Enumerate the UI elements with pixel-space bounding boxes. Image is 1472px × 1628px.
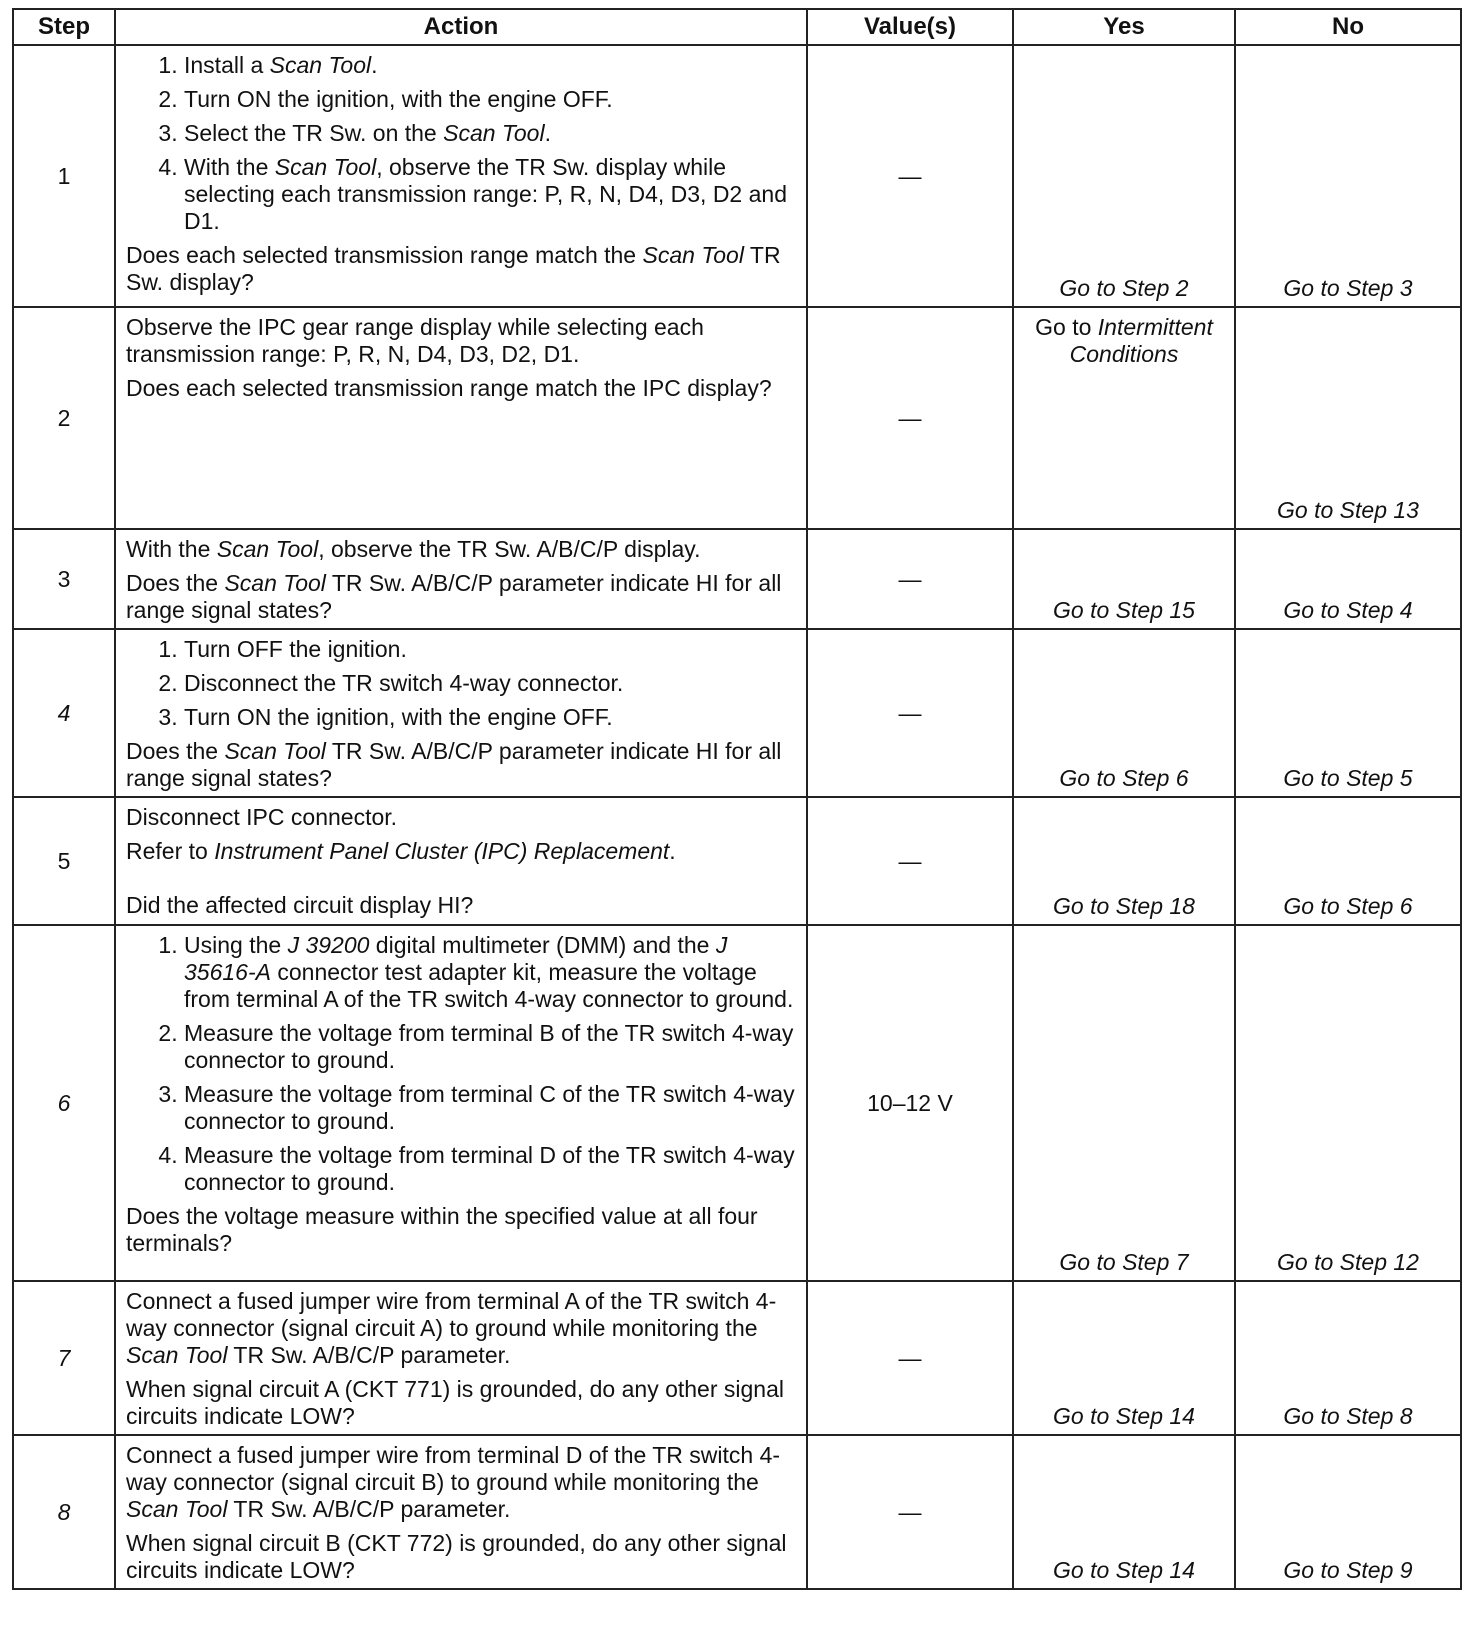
action-question: Does the voltage measure within the specified value at all four terminals? [126,1203,758,1256]
table-row-step-3 [13,529,1461,629]
action-item: 4. With the Scan Tool, observe the TR Sw. display while selecting each transmission range: P, R, N, D4, D3, D2 and D1. [184,154,798,235]
value-cell: — [807,797,1013,925]
value-cell: — [807,1435,1013,1589]
action-item: 3. Turn ON the ignition, with the engine OFF. [184,704,798,731]
action-text: Refer to Instrument Panel Cluster (IPC) Replacement. [126,838,676,864]
action-item: 2. Disconnect the TR switch 4-way connector. [184,670,798,697]
value-cell: — [807,45,1013,307]
header-no: No [1235,9,1461,45]
value-cell: — [807,629,1013,797]
action-text: Observe the IPC gear range display while selecting each transmission range: P, R, N, D4, D3, D2, D1. [126,314,704,367]
step-number: 3 [13,529,115,629]
action-item: 1. Using the J 39200 digital multimeter (DMM) and the J 35616-A connector test adapter kit, measure the voltage from terminal A of the TR switch 4-way connector to ground. [184,932,798,1013]
step-number: 8 [13,1435,115,1589]
value-cell: 10–12 V [807,925,1013,1281]
yes-link[interactable]: Go to Step 15 [1013,529,1235,629]
action-question: Does the Scan Tool TR Sw. A/B/C/P parameter indicate HI for all range signal states? [126,738,782,791]
action-cell [115,529,807,629]
action-text: Connect a fused jumper wire from terminal A of the TR switch 4-way connector (signal circuit A) to ground while monitoring the Scan Tool TR Sw. A/B/C/P parameter. [126,1288,777,1368]
step-number: 5 [13,797,115,925]
table-row-step-8 [13,1435,1461,1589]
action-question: Does each selected transmission range match the Scan Tool TR Sw. display? [126,242,781,295]
no-link[interactable]: Go to Step 5 [1235,629,1461,797]
value-cell: — [807,307,1013,529]
action-question: When signal circuit B (CKT 772) is grounded, do any other signal circuits indicate LOW? [126,1530,787,1583]
step-number: 6 [13,925,115,1281]
no-link[interactable]: Go to Step 3 [1235,45,1461,307]
action-item: 4. Measure the voltage from terminal D of the TR switch 4-way connector to ground. [184,1142,798,1196]
value-cell: — [807,529,1013,629]
action-cell [115,307,807,529]
action-question: When signal circuit A (CKT 771) is grounded, do any other signal circuits indicate LOW? [126,1376,784,1429]
no-link[interactable]: Go to Step 8 [1235,1281,1461,1435]
action-cell [115,797,807,925]
action-question: Did the affected circuit display HI? [126,892,474,918]
action-cell [115,45,807,307]
no-link[interactable]: Go to Step 13 [1235,307,1461,529]
header-step: Step [13,9,115,45]
action-text: With the Scan Tool, observe the TR Sw. A/B/C/P display. [126,536,701,562]
no-link[interactable]: Go to Step 9 [1235,1435,1461,1589]
action-item: 1. Install a Scan Tool. [184,52,798,79]
action-cell [115,1435,807,1589]
action-text: Disconnect IPC connector. [126,804,398,830]
yes-link[interactable]: Go to Step 6 [1013,629,1235,797]
action-cell [115,925,807,1281]
table-row-step-6 [13,925,1461,1281]
yes-link[interactable]: Go to Step 7 [1013,925,1235,1281]
yes-link[interactable]: Go to Step 14 [1013,1281,1235,1435]
table-row-step-7 [13,1281,1461,1435]
header-yes: Yes [1013,9,1235,45]
action-item: 1. Turn OFF the ignition. [184,636,798,663]
yes-link[interactable]: Go to Step 18 [1013,797,1235,925]
table-row-step-1 [13,45,1461,307]
action-item: 2. Turn ON the ignition, with the engine OFF. [184,86,798,113]
no-link[interactable]: Go to Step 4 [1235,529,1461,629]
value-cell: — [807,1281,1013,1435]
action-item: 3. Select the TR Sw. on the Scan Tool. [184,120,798,147]
yes-link[interactable]: Go to Step 14 [1013,1435,1235,1589]
action-cell [115,1281,807,1435]
no-link[interactable]: Go to Step 12 [1235,925,1461,1281]
step-number: 4 [13,629,115,797]
yes-link[interactable]: Go to Intermittent Conditions [1013,307,1235,529]
action-question: Does the Scan Tool TR Sw. A/B/C/P parameter indicate HI for all range signal states? [126,570,782,623]
action-item: 3. Measure the voltage from terminal C of the TR switch 4-way connector to ground. [184,1081,798,1135]
no-link[interactable]: Go to Step 6 [1235,797,1461,925]
diagnostic-table [12,8,1462,1590]
action-cell [115,629,807,797]
table-row-step-5 [13,797,1461,925]
table-row-step-4 [13,629,1461,797]
step-number: 1 [13,45,115,307]
header-action: Action [115,9,807,45]
table-row-step-2 [13,307,1461,529]
header-row [13,9,1461,45]
step-number: 2 [13,307,115,529]
action-text: Connect a fused jumper wire from terminal D of the TR switch 4-way connector (signal circuit B) to ground while monitoring the Scan Tool TR Sw. A/B/C/P parameter. [126,1442,781,1522]
action-item: 2. Measure the voltage from terminal B of the TR switch 4-way connector to ground. [184,1020,798,1074]
header-values: Value(s) [807,9,1013,45]
yes-link[interactable]: Go to Step 2 [1013,45,1235,307]
action-question: Does each selected transmission range match the IPC display? [126,375,772,401]
step-number: 7 [13,1281,115,1435]
